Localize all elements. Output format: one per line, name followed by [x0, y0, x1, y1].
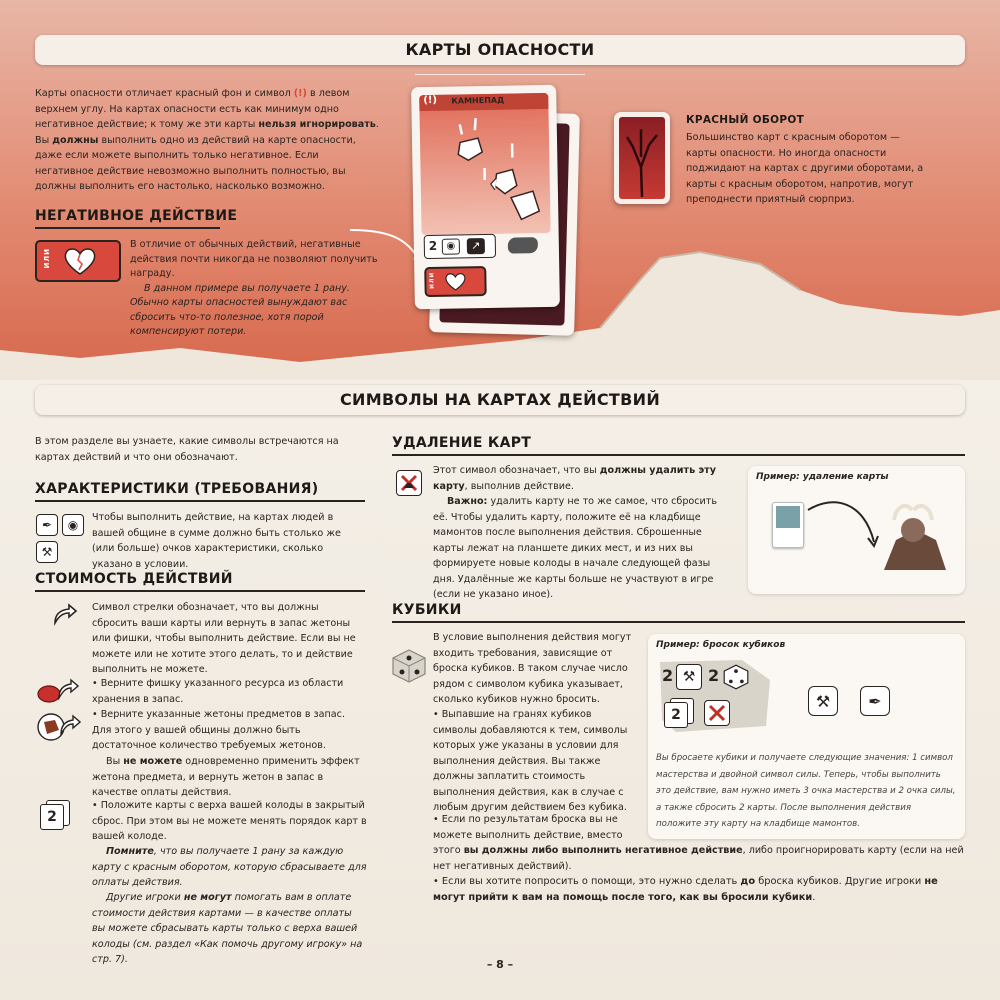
title-divider: [415, 74, 585, 75]
dice-bullet-2b: [433, 843, 965, 874]
mastery-icon: ✒: [36, 514, 58, 536]
item-token-icon: [35, 710, 81, 742]
card-wound-heart-icon: [444, 271, 466, 291]
text-run: Этот символ обозначает, что вы: [433, 465, 600, 476]
remove-cards-heading: УДАЛЕНИЕ КАРТ: [392, 435, 532, 451]
card-art: [419, 93, 550, 235]
red-back-art: [619, 117, 665, 199]
discard-cards-icon: [664, 698, 698, 728]
text-run: одновременно применить эффект жетона предмета, и вернуть жетон в запас в качестве оплаты действия.: [92, 756, 360, 798]
cost-remember-text: [92, 844, 367, 891]
card-name: КАМНЕПАД: [451, 95, 505, 106]
strength-hammer-icon: ⚒: [676, 664, 702, 690]
text-run: Карты опасности отличает красный фон и символ: [35, 88, 294, 99]
page-number: – 8 –: [486, 958, 514, 971]
dice-example-text: Вы бросаете кубики и получаете следующие значения: 1 символ мастерства и двойной символ силы. Теперь, чтобы выполнить это действие, вам нужно иметь 3 очка мастерства и 2 очка силы, а также сбросить 2 карты. После выполнения действия положите эту карту на кладбище мамонтов.: [656, 753, 956, 829]
text-run: до: [740, 876, 756, 887]
cost-arrow-text: Символ стрелки обозначает, что вы должны сбросить ваши карты или вернуть в запас жетоны или фишки, чтобы выполнить действие. Если вы не можете или не хотите этого делать, то и действие выполнить не можете.: [92, 602, 356, 675]
negative-action-desc: [130, 239, 378, 279]
danger-card-rockfall: [411, 85, 560, 309]
eye-icon: ◉: [442, 238, 460, 254]
or-label: ИЛИ: [43, 248, 51, 269]
stone-icon: [508, 237, 538, 254]
text-run: нельзя игнорировать: [258, 119, 376, 130]
section-title-danger-cards: КАРТЫ ОПАСНОСТИ: [35, 35, 965, 65]
card-negative-action: [424, 266, 487, 297]
resource-token-icon: [35, 676, 81, 704]
dice-example-num-2: 2: [708, 666, 720, 685]
rolled-mastery-die: ✒: [860, 686, 890, 716]
falling-rocks-art: [419, 93, 550, 235]
red-back-heading: КРАСНЫЙ ОБОРОТ: [686, 114, 805, 126]
dice-bullet-1: • Выпавшие на гранях кубиков символы добавляются к тем, символы которых уже указаны в условии для выполнения действия. Вы также должны заплатить стоимость выполнения действия, как в случае с любым другим действием без кубика.: [433, 709, 628, 813]
text-run: этого: [433, 845, 464, 856]
heading-underline: [35, 500, 365, 502]
removed-card-thumbnail: [772, 502, 804, 548]
discard-cards-number: 2: [40, 804, 64, 830]
cost-bullet-resource: • Верните фишку указанного ресурса из области хранения в запас.: [92, 678, 344, 705]
remove-important-text: [433, 494, 733, 603]
text-run: , либо проигнорировать карту (если на ней нет негативных действий).: [433, 845, 964, 872]
heading-underline: [392, 621, 965, 623]
wound-heart-icon: [63, 246, 97, 276]
text-run: , что вы получаете 1 рану за каждую карту с красным оборотом, которую сбрасываете для оплаты действия.: [92, 846, 367, 888]
remove-card-example: [748, 466, 965, 594]
negative-action-example: В данном примере вы получаете 1 рану. Обычно карты опасностей вынуждают вас сбросить что-то полезное, хотя порой компенсируют потери.: [130, 282, 350, 337]
text-run: Помните: [106, 846, 154, 857]
cost-bullet-items: • Верните указанные жетоны предметов в запас. Для этого у вашей общины должно быть достаточное количество требуемых жетонов.: [92, 709, 345, 751]
negative-action-heading: НЕГАТИВНОЕ ДЕЙСТВИЕ: [35, 208, 238, 224]
cost-number: 2: [428, 238, 438, 253]
arrow-to-graveyard: [804, 492, 884, 552]
requirements-text: Чтобы выполнить действие, на картах людей в вашей общине в сумме должно быть столько же (или больше) очков характеристики, сколько указано в условии.: [92, 512, 341, 570]
text-run: .: [812, 891, 816, 903]
text-run: не можете: [123, 756, 183, 767]
text-run: Важно:: [447, 496, 488, 507]
red-back-card: [614, 112, 670, 204]
text-run: (!): [293, 88, 307, 99]
dice-roll-example: [648, 634, 965, 839]
remove-cards-text: [433, 463, 733, 494]
mammoth-graveyard-icon: [876, 500, 950, 580]
text-run: вы должны либо выполнить негативное действие: [463, 845, 743, 856]
requirements-heading: ХАРАКТЕРИСТИКИ (ТРЕБОВАНИЯ): [35, 481, 319, 497]
negative-action-text: [130, 238, 382, 340]
symbols-intro-text: В этом разделе вы узнаете, какие символы встречаются на картах действий и что они обозначают.: [35, 436, 339, 463]
heading-underline: [392, 454, 965, 456]
discard-cards-number: 2: [664, 702, 688, 728]
cost-heading: СТОИМОСТЬ ДЕЙСТВИЙ: [35, 571, 233, 587]
text-run: В отличие от обычных действий, негативные действия почти никогда не позволяют получить награду.: [130, 239, 378, 279]
cost-others-text: [92, 890, 367, 968]
cost-cannot-text: [92, 754, 367, 801]
text-run: помогать вам в оплате стоимости действия картами — в качестве оплаты вы можете сбрасывать карты только с верха вашей колоды (см. раздел «Как помочь другому игроку» на стр. 7).: [92, 892, 363, 965]
remove-cross-icon: [707, 703, 727, 723]
dice-example-title: Пример: бросок кубиков: [656, 640, 786, 650]
text-run: Вы: [106, 756, 124, 767]
remove-example-title: Пример: удаление карты: [756, 472, 889, 482]
text-run: выполнить одно из действий на карте опасности, даже если можете выполнить только негативное. Если негативное действие невозможно выполнить полностью, вы должны выполнить его настолько, насколько возможно.: [35, 134, 356, 192]
text-run: удалить карту не то же самое, что сбросить её. Чтобы удалить карту, положите её на кладбище мамонтов после выполнения действия. Сброшенные карты лежат на планшете диких мест, и из них вы формируете новые колоды в начале следующей фазы дня. Удалённые же карты больше не участвуют в игре (если не указано иное).: [433, 496, 718, 600]
text-run: броска кубиков. Другие игроки: [755, 876, 925, 887]
eye-icon: ◉: [62, 514, 84, 536]
cost-bullet-cards: • Положите карты с верха вашей колоды в закрытый сброс. При этом вы не можете менять порядок карт в вашей колоде.: [92, 800, 367, 842]
text-run: • Если вы хотите попросить о помощи, это нужно сделать: [433, 876, 741, 887]
text-run: в левом верхнем углу. На картах опасности есть как минимум одно негативное действие; к тому же эти карты: [35, 88, 350, 130]
text-run: должны: [52, 134, 99, 146]
danger-intro-text: [35, 86, 380, 195]
text-run: не могут: [183, 892, 232, 903]
danger-symbol-icon: (!): [423, 94, 438, 107]
strength-hammer-icon: ⚒: [36, 541, 58, 563]
red-back-text: Большинство карт с красным оборотом — карты опасности. Но иногда опасности поджидают на картах с другими оборотами, а карты с красным оборотом, напротив, могут преподнести приятный сюрприз.: [686, 132, 924, 205]
heading-underline: [35, 590, 365, 592]
cost-arrow-icon: [52, 602, 78, 626]
section-title-action-symbols: СИМВОЛЫ НА КАРТАХ ДЕЙСТВИЙ: [35, 385, 965, 415]
card-cost-row: [424, 234, 496, 259]
remove-card-icon: [396, 470, 422, 496]
negative-action-example-bar: [35, 240, 121, 282]
remove-card-icon: [704, 700, 730, 726]
dice-example-num-1: 2: [662, 666, 674, 685]
card-or-label: ИЛИ: [429, 271, 436, 289]
dice-heading: КУБИКИ: [392, 602, 462, 618]
text-run: не могут прийти к вам на помощь после того, как вы бросили кубики: [433, 876, 938, 903]
discard-cards-icon: [40, 800, 74, 830]
dice-bullet-3: [433, 874, 965, 905]
dice-bullet-2a: • Если по результатам броска вы не можете выполнить действие, вместо: [433, 814, 623, 841]
dice-icon: [390, 648, 428, 684]
text-run: Другие игроки: [106, 892, 184, 903]
text-run: . Вы: [35, 119, 379, 146]
dice-text: В условие выполнения действия могут входить требования, зависящие от броска кубиков. В таком случае число рядом с символом кубика указывает, сколько кубиков нужно бросить.: [433, 632, 632, 705]
remove-cross-icon: [399, 473, 419, 493]
arrow-cost-icon: ↗: [467, 238, 485, 254]
text-run: должны удалить эту карту: [433, 465, 716, 492]
text-run: , выполнив действие.: [464, 480, 574, 492]
dead-tree-icon: [619, 117, 665, 199]
rolled-strength-die: ⚒: [808, 686, 838, 716]
heading-underline: [35, 227, 220, 229]
dice-icon: [722, 663, 750, 691]
